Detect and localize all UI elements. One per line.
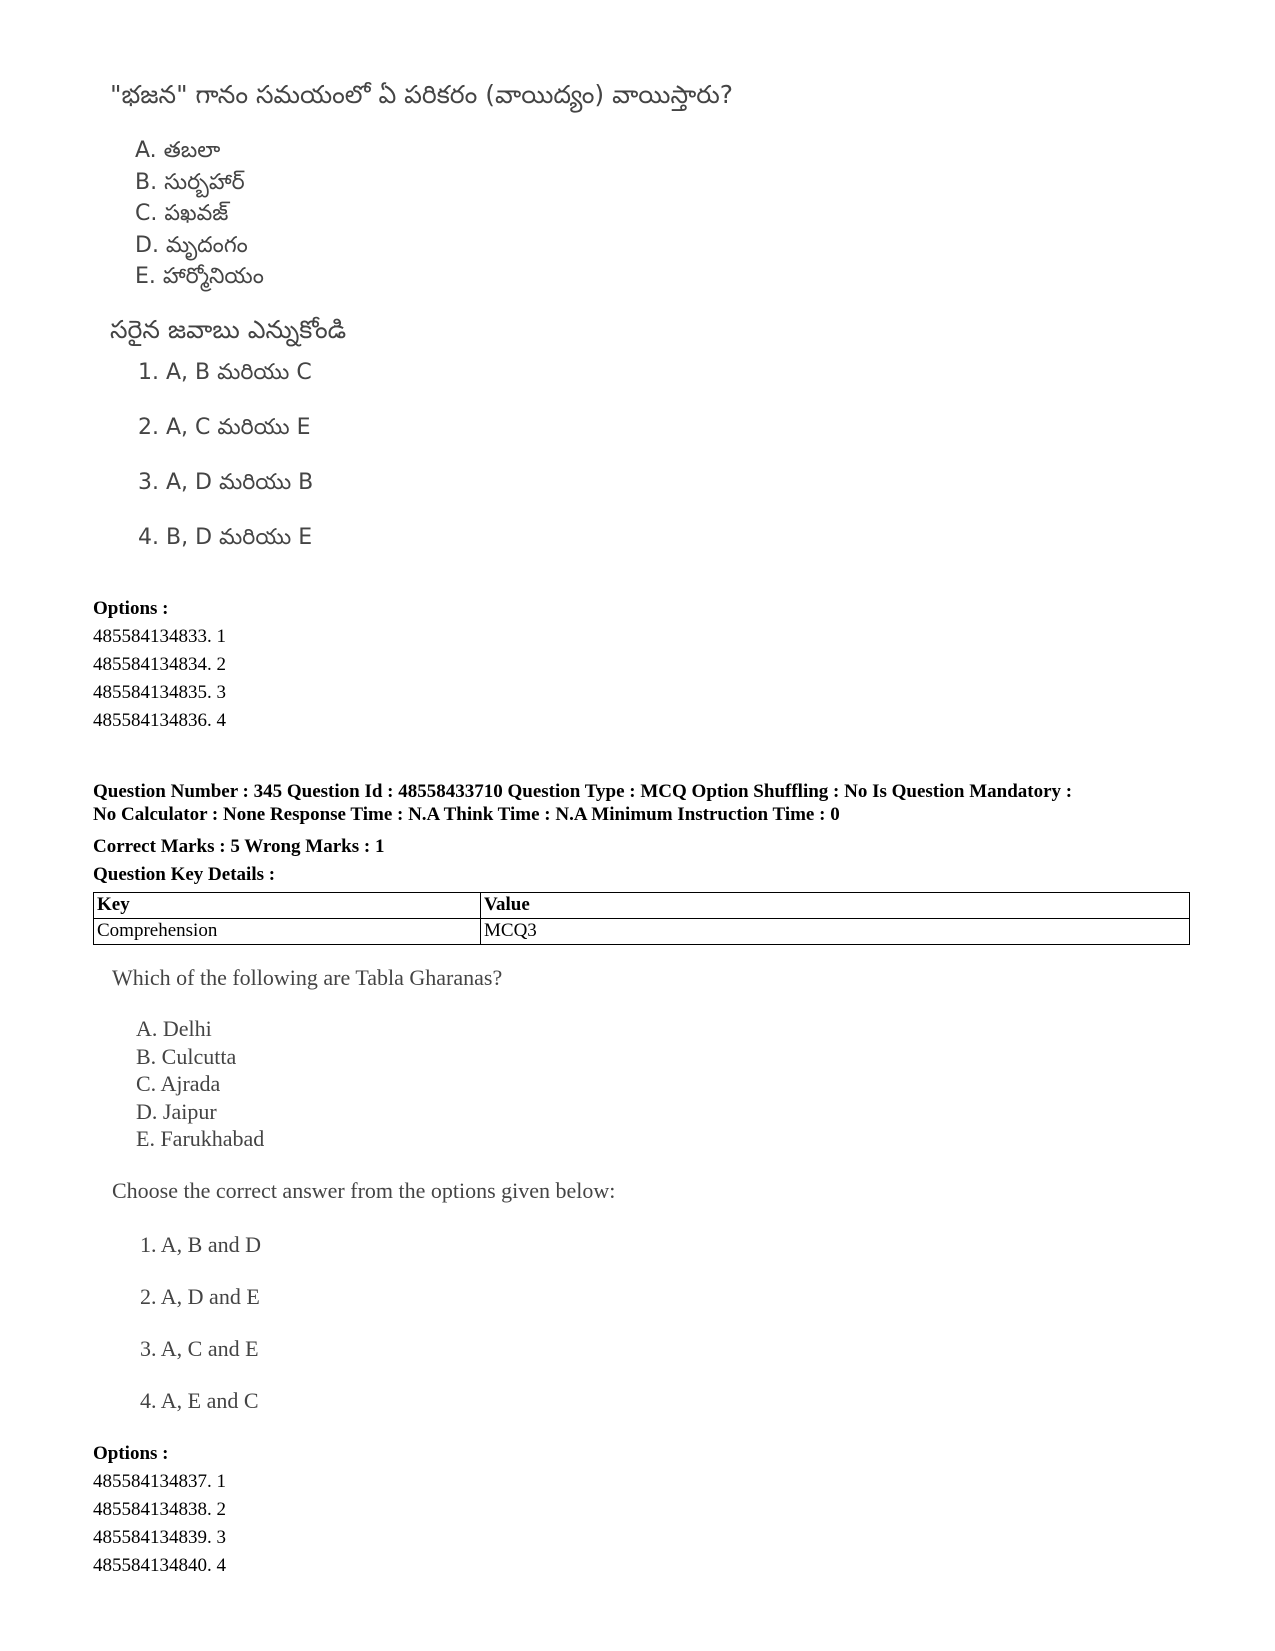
table-row xyxy=(94,919,1190,945)
q2-question-stem: Which of the following are Tabla Gharanas? xyxy=(112,965,503,990)
table-cell-value: MCQ3 xyxy=(481,919,1190,945)
q1-question-stem: "భజన" గానం సమయంలో ఏ పరికరం (వాయిద్యం) వాయిస్తారు? xyxy=(110,80,733,109)
q1-item-d: D. మృదంగం xyxy=(135,232,248,258)
q2-option-3: 485584134839. 3 xyxy=(93,1527,226,1548)
q2-option-2: 485584134838. 2 xyxy=(93,1499,226,1520)
q1-answer-2: 2. A, C మరియు E xyxy=(138,415,311,440)
table-header-row xyxy=(94,893,1190,919)
q2-item-d: D. Jaipur xyxy=(136,1098,217,1124)
q1-option-3: 485584134835. 3 xyxy=(93,682,226,703)
q2-item-e: E. Farukhabad xyxy=(136,1126,265,1151)
q2-item-c: C. Ajrada xyxy=(136,1071,221,1096)
q2-answer-2: 2. A, D and E xyxy=(140,1284,260,1309)
q2-option-1: 485584134837. 1 xyxy=(93,1471,226,1492)
q1-option-1: 485584134833. 1 xyxy=(93,626,226,647)
q2-answer-1: 1. A, B and D xyxy=(140,1232,261,1257)
q2-meta-line2: No Calculator : None Response Time : N.A Think Time : N.A Minimum Instruction Time : 0 xyxy=(93,804,840,825)
q1-instruction: సరైన జవాబు ఎన్నుకోండి xyxy=(110,315,347,344)
q2-instruction: Choose the correct answer from the options given below: xyxy=(112,1178,616,1203)
q1-option-4: 485584134836. 4 xyxy=(93,710,226,731)
table-header-value: Value xyxy=(481,893,1190,919)
q1-answer-3: 3. A, D మరియు B xyxy=(138,470,314,495)
q1-items-list xyxy=(135,135,264,293)
q1-item-b: B. సుర్బహార్ xyxy=(135,169,245,195)
q2-option-4: 485584134840. 4 xyxy=(93,1555,226,1576)
q2-metadata xyxy=(93,780,1213,826)
q2-key-table xyxy=(93,892,1190,945)
table-cell-key: Comprehension xyxy=(94,919,481,945)
q1-answer-1: 1. A, B మరియు C xyxy=(138,360,312,385)
q1-item-e: E. హార్మోనియం xyxy=(135,264,264,289)
q1-item-c: C. పఖవజ్ xyxy=(135,201,229,226)
table-header-key: Key xyxy=(94,893,481,919)
q1-answer-4: 4. B, D మరియు E xyxy=(138,525,313,550)
q2-meta-line1: Question Number : 345 Question Id : 48558433710 Question Type : MCQ Option Shuffling : No Is Question Mandatory : xyxy=(93,781,1073,802)
q1-option-2: 485584134834. 2 xyxy=(93,654,226,675)
q2-marks: Correct Marks : 5 Wrong Marks : 1 xyxy=(93,836,385,857)
q2-item-a: A. Delhi xyxy=(136,1016,212,1041)
q2-answer-4: 4. A, E and C xyxy=(140,1388,259,1413)
q1-item-a: A. తబలా xyxy=(135,138,221,163)
q1-options-label: Options : xyxy=(93,598,169,619)
q2-answer-3: 3. A, C and E xyxy=(140,1336,259,1361)
q2-items-list xyxy=(136,1015,264,1153)
q2-options-label: Options : xyxy=(93,1443,169,1464)
q2-key-details-label: Question Key Details : xyxy=(93,864,276,885)
q2-item-b: B. Culcutta xyxy=(136,1043,237,1069)
